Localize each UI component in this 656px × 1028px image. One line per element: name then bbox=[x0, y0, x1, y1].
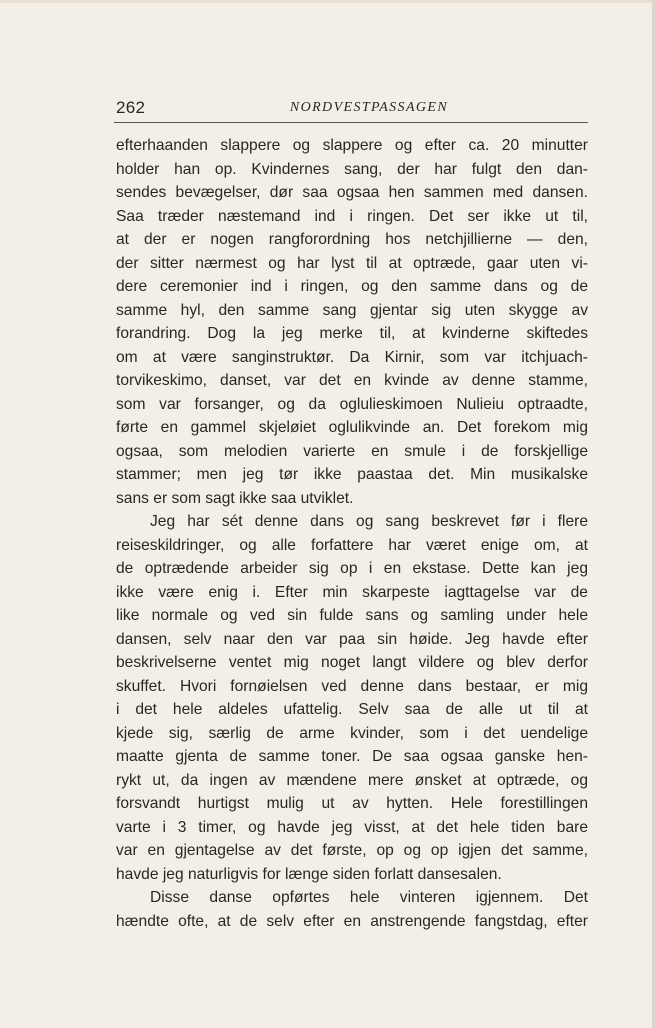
text-line: varte i 3 timer, og havde jeg visst, at det hele tiden bare bbox=[116, 818, 588, 836]
text-line: hændte ofte, at de selv efter en anstrengende fangstdag, efter bbox=[116, 912, 588, 930]
text-line: efterhaanden slappere og slappere og efter ca. 20 minutter bbox=[116, 137, 588, 154]
page-header bbox=[114, 96, 588, 123]
text-line: like normale og ved sin fulde sans og samling under hele bbox=[116, 607, 588, 624]
paragraph-first-line: Jeg har sét denne dans og sang beskrevet før i flere bbox=[150, 513, 588, 530]
text-line: som var forsanger, og da oglulieskimoen Nulieiu optraadte, bbox=[116, 395, 588, 413]
text-line: rykt ut, da ingen av mændene mere ønsket at optræde, og bbox=[116, 771, 588, 789]
text-line: beskrivelserne ventet mig noget langt vildere og blev derfor bbox=[116, 654, 588, 671]
text-line: holder han op. Kvindernes sang, der har fulgt den dan- bbox=[116, 160, 588, 178]
text-line: Saa træder næstemand ind i ringen. Det ser ikke ut til, bbox=[116, 207, 588, 225]
text-line: førte en gammel skjeløiet oglulikvinde an. Det forekom mig bbox=[116, 419, 588, 436]
text-line: om at være sanginstruktør. Da Kirnir, som var itchjuach- bbox=[116, 348, 588, 366]
text-line: reiseskildringer, og alle forfattere har været enige om, at bbox=[116, 536, 588, 554]
text-line: var en gjentagelse av det første, op og op igjen det samme, bbox=[116, 842, 588, 859]
text-line: samme hyl, den samme sang gjentar sig uten skygge av bbox=[116, 301, 588, 319]
text-line: forsvandt hurtigst mulig ut av hytten. Hele forestillingen bbox=[116, 795, 588, 812]
text-line: i det hele aldeles ufattelig. Selv saa de alle ut til at bbox=[116, 701, 588, 718]
page-top-edge bbox=[0, 0, 656, 3]
text-line: stammer; men jeg tør ikke paastaa det. Min musikalske bbox=[116, 466, 588, 483]
text-line: kjede sig, særlig de arme kvinder, som i det uendelige bbox=[116, 724, 588, 742]
running-title: NORDVESTPASSAGEN bbox=[289, 100, 449, 115]
text-line: de optrædende arbeider sig op i en ekstase. Dette kan jeg bbox=[116, 560, 588, 577]
paragraph-first-line: Disse danse opførtes hele vinteren igjennem. Det bbox=[150, 889, 588, 906]
body-text bbox=[116, 134, 588, 933]
text-line: havde jeg naturligvis for længe siden forlatt dansesalen. bbox=[116, 865, 502, 883]
text-line: ogsaa, som melodien varierte en smule i de forskjellige bbox=[116, 442, 588, 460]
text-line: dere ceremonier ind i ringen, og den samme dans og de bbox=[116, 278, 588, 295]
text-line: ikke være enig i. Efter min skarpeste iagttagelse var de bbox=[116, 583, 588, 601]
text-line: maatte gjenta de samme toner. De saa ogsaa ganske hen- bbox=[116, 748, 588, 765]
text-line: sendes bevægelser, dør saa ogsaa hen sammen med dansen. bbox=[116, 184, 588, 201]
text-line: sans er som sagt ikke saa utviklet. bbox=[116, 489, 354, 507]
text-line: dansen, selv naar den var paa sin høide. Jeg havde efter bbox=[116, 630, 588, 648]
text-line: skuffet. Hvori fornøielsen ved denne dans bestaar, er mig bbox=[116, 677, 588, 695]
page-number: 262 bbox=[116, 98, 146, 117]
text-line: der sitter nærmest og har lyst til at optræde, gaar uten vi- bbox=[116, 254, 588, 272]
page-right-edge bbox=[652, 0, 656, 1028]
text-line: at der er nogen rangforordning hos netchjillierne — den, bbox=[116, 231, 588, 248]
text-line: forandring. Dog la jeg merke til, at kvinderne skiftedes bbox=[116, 325, 588, 342]
text-line: torvikeskimo, danset, var det en kvinde av denne stamme, bbox=[116, 372, 588, 389]
